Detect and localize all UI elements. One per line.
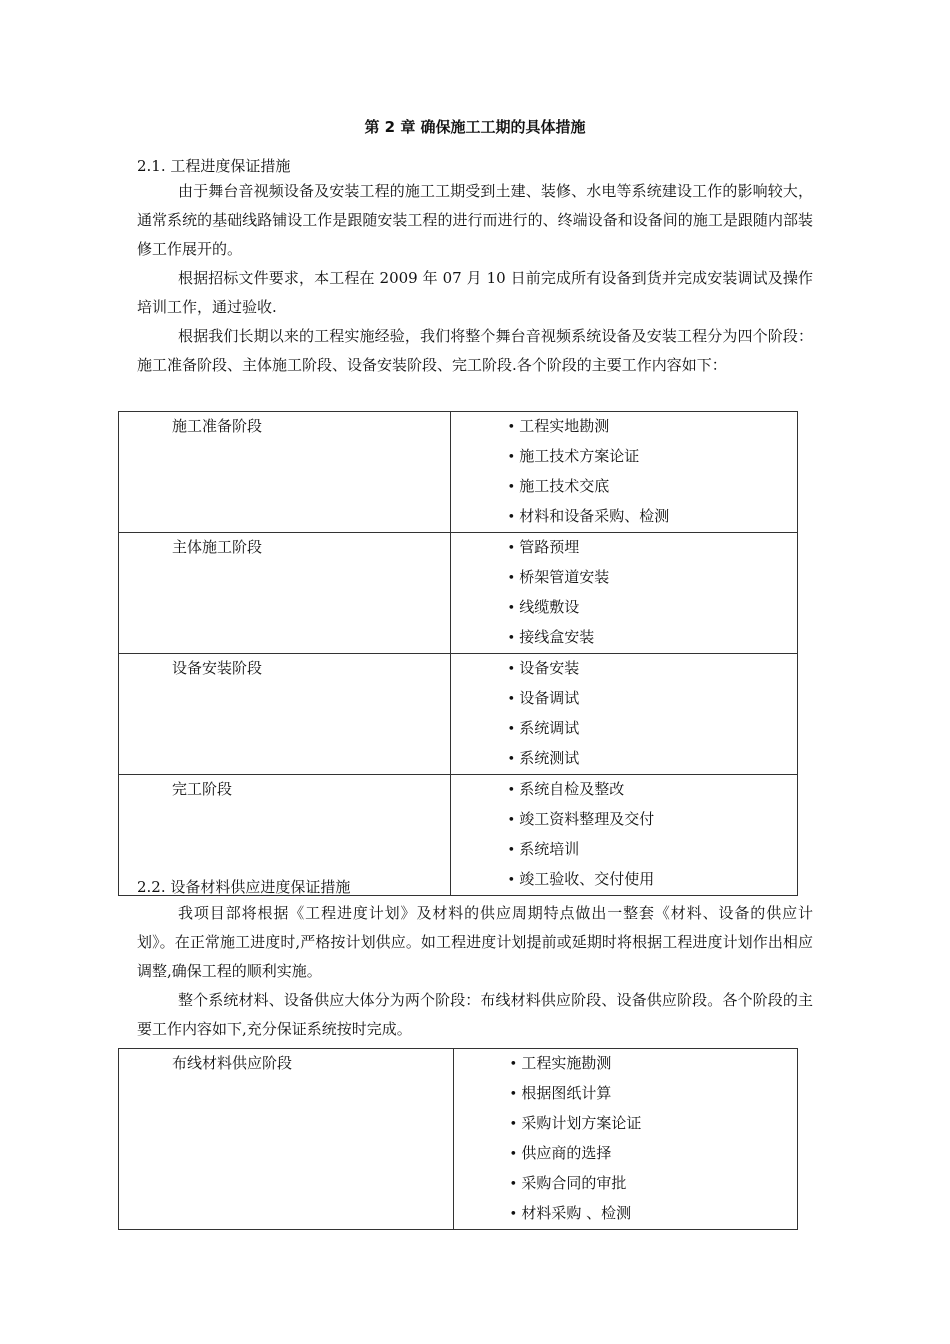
task-item: • 材料和设备采购、检测 — [507, 502, 797, 532]
task-item: • 设备安装 — [507, 654, 797, 684]
task-item: • 系统培训 — [507, 835, 797, 865]
task-item: • 系统调试 — [507, 714, 797, 744]
section-1-paragraph-3: 根据我们长期以来的工程实施经验，我们将整个舞台音视频系统设备及安装工程分为四个阶段：施工准备阶段、主体施工阶段、设备安装阶段、完工阶段.各个阶段的主要工作内容如下： — [137, 327, 813, 374]
task-item: • 系统测试 — [507, 744, 797, 774]
table-row — [119, 654, 798, 775]
task-list — [451, 412, 797, 532]
task-item: • 桥架管道安装 — [507, 563, 797, 593]
task-item: • 工程实地勘测 — [507, 412, 797, 442]
section-2-paragraph-2: 整个系统材料、设备供应大体分为两个阶段：布线材料供应阶段、设备供应阶段。各个阶段的主要工作内容如下,充分保证系统按时完成。 — [137, 991, 813, 1038]
task-item: • 采购合同的审批 — [510, 1169, 798, 1199]
task-item: • 材料采购 、检测 — [510, 1199, 798, 1229]
table-row — [119, 412, 798, 533]
table-row — [119, 533, 798, 654]
task-item: • 施工技术方案论证 — [507, 442, 797, 472]
task-item: • 管路预埋 — [507, 533, 797, 563]
table-row — [119, 1049, 798, 1230]
task-item: • 根据图纸计算 — [510, 1079, 798, 1109]
stage-name: 主体施工阶段 — [172, 538, 263, 556]
section-2-heading: 2.2. 设备材料供应进度保证措施 — [137, 878, 351, 896]
task-item: • 接线盒安装 — [507, 623, 797, 653]
stage-name: 完工阶段 — [172, 780, 233, 798]
task-item: • 设备调试 — [507, 684, 797, 714]
task-list — [451, 533, 797, 653]
task-item: • 竣工验收、交付使用 — [507, 865, 797, 895]
task-item: • 系统自检及整改 — [507, 775, 797, 805]
task-item: • 竣工资料整理及交付 — [507, 805, 797, 835]
task-item: • 供应商的选择 — [510, 1139, 798, 1169]
task-list — [454, 1049, 798, 1229]
section-2-paragraph-1: 我项目部将根据《工程进度计划》及材料的供应周期特点做出一整套《材料、设备的供应计划》。在正常施工进度时,严格按计划供应。如工程进度计划提前或延期时将根据工程进度计划作出相应调整,确保工程的顺利实施。 — [137, 904, 813, 980]
task-list — [451, 654, 797, 774]
section-1-paragraph-2: 根据招标文件要求，本工程在 2009 年 07 月 10 日前完成所有设备到货并完成安装调试及操作培训工作，通过验收. — [137, 269, 813, 316]
stage-name: 施工准备阶段 — [172, 417, 263, 435]
chapter-title: 第 2 章 确保施工工期的具体措施 — [364, 118, 586, 136]
task-item: • 采购计划方案论证 — [510, 1109, 798, 1139]
section-1-paragraph-1: 由于舞台音视频设备及安装工程的施工工期受到土建、装修、水电等系统建设工作的影响较大，通常系统的基础线路铺设工作是跟随安装工程的进行而进行的、终端设备和设备间的施工是跟随内部装修工作展开的。 — [137, 182, 813, 258]
task-item: • 线缆敷设 — [507, 593, 797, 623]
supply-stage-table — [118, 1048, 798, 1230]
task-item: • 工程实施勘测 — [510, 1049, 798, 1079]
task-list — [451, 775, 797, 895]
construction-stage-table — [118, 411, 798, 896]
task-item: • 施工技术交底 — [507, 472, 797, 502]
stage-name: 布线材料供应阶段 — [172, 1054, 293, 1072]
section-1-heading: 2.1. 工程进度保证措施 — [137, 157, 291, 175]
stage-name: 设备安装阶段 — [172, 659, 263, 677]
